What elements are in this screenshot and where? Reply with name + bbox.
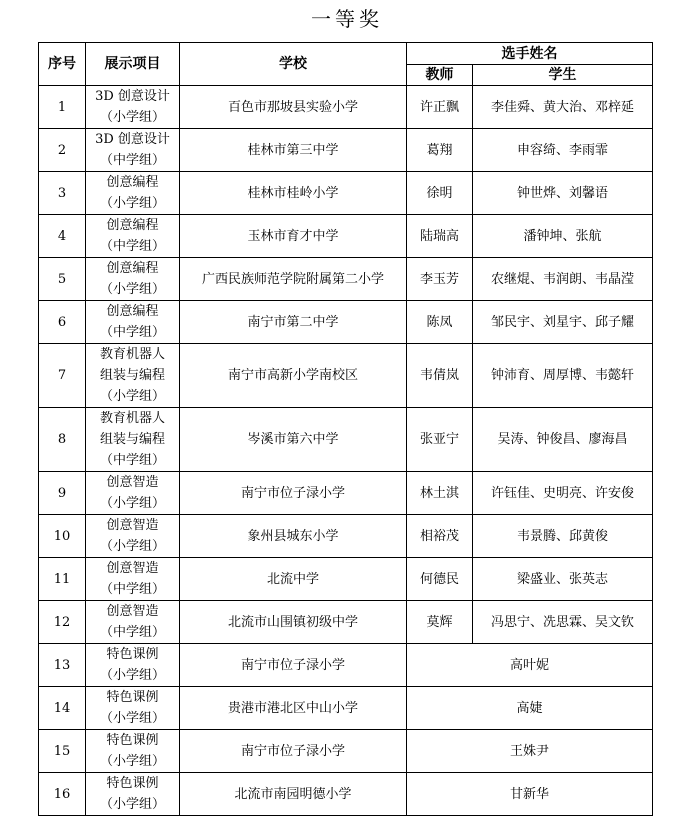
row-students: 冯思宁、冼思霖、吴文钦	[473, 601, 653, 644]
project-line: （小学组）	[99, 539, 165, 554]
row-students: 吴涛、钟俊昌、廖海昌	[473, 408, 653, 472]
row-teacher: 陈凤	[407, 301, 473, 344]
project-line: （中学组）	[99, 453, 165, 468]
row-index: 16	[39, 773, 86, 816]
row-project	[86, 773, 180, 816]
row-teacher: 徐明	[407, 172, 473, 215]
row-project	[86, 301, 180, 344]
row-teacher: 何德民	[407, 558, 473, 601]
project-line: （小学组）	[99, 282, 165, 297]
project-line: （小学组）	[99, 389, 165, 404]
project-line: 创意编程	[106, 261, 159, 276]
row-school: 南宁市位子渌小学	[180, 472, 407, 515]
header-school: 学校	[180, 43, 407, 86]
table-row	[39, 515, 653, 558]
row-students: 钟沛育、周厚博、韦懿轩	[473, 344, 653, 408]
row-project	[86, 687, 180, 730]
row-contestant: 高叶妮	[407, 644, 653, 687]
project-line: （小学组）	[99, 196, 165, 211]
row-project	[86, 129, 180, 172]
row-project	[86, 408, 180, 472]
row-teacher: 莫辉	[407, 601, 473, 644]
row-project	[86, 86, 180, 129]
table-row	[39, 86, 653, 129]
project-line: 教育机器人	[99, 347, 165, 362]
project-line: 3D 创意设计	[95, 89, 170, 104]
page-title: 一等奖	[311, 7, 383, 31]
table-row	[39, 408, 653, 472]
project-line: 特色课例	[106, 647, 159, 662]
table-row	[39, 215, 653, 258]
project-line: 3D 创意设计	[95, 132, 170, 147]
award-table	[38, 42, 653, 816]
row-project	[86, 472, 180, 515]
row-students: 梁盛业、张英志	[473, 558, 653, 601]
table-row	[39, 344, 653, 408]
row-project	[86, 258, 180, 301]
row-project	[86, 730, 180, 773]
table-row	[39, 301, 653, 344]
row-students: 许钰佳、史明亮、许安俊	[473, 472, 653, 515]
header-project: 展示项目	[86, 43, 180, 86]
header-student: 学生	[473, 65, 653, 86]
row-index: 2	[39, 129, 86, 172]
row-school: 桂林市桂岭小学	[180, 172, 407, 215]
project-line: 创意智造	[106, 604, 159, 619]
row-students: 邹民宇、刘星宇、邱子耀	[473, 301, 653, 344]
row-project	[86, 601, 180, 644]
row-contestant: 高婕	[407, 687, 653, 730]
row-teacher: 李玉芳	[407, 258, 473, 301]
header-index: 序号	[39, 43, 86, 86]
project-line: （小学组）	[99, 110, 165, 125]
table-row	[39, 601, 653, 644]
project-line: 特色课例	[106, 733, 159, 748]
row-school: 象州县城东小学	[180, 515, 407, 558]
row-index: 4	[39, 215, 86, 258]
row-index: 3	[39, 172, 86, 215]
project-line: （小学组）	[99, 496, 165, 511]
row-project	[86, 172, 180, 215]
row-index: 10	[39, 515, 86, 558]
project-line: 教育机器人	[99, 411, 165, 426]
row-teacher: 韦倩岚	[407, 344, 473, 408]
row-contestant: 王姝尹	[407, 730, 653, 773]
row-school: 南宁市位子渌小学	[180, 730, 407, 773]
table-row	[39, 472, 653, 515]
row-index: 7	[39, 344, 86, 408]
project-line: 组装与编程	[99, 368, 165, 383]
row-school: 南宁市第二中学	[180, 301, 407, 344]
row-school: 桂林市第三中学	[180, 129, 407, 172]
project-line: 创意智造	[106, 518, 159, 533]
row-school: 广西民族师范学院附属第二小学	[180, 258, 407, 301]
row-students: 钟世烨、刘馨语	[473, 172, 653, 215]
row-project	[86, 515, 180, 558]
table-row	[39, 773, 653, 816]
row-project	[86, 215, 180, 258]
row-school: 北流市南园明德小学	[180, 773, 407, 816]
row-students: 潘钟坤、张航	[473, 215, 653, 258]
table-row	[39, 558, 653, 601]
project-line: （中学组）	[99, 153, 165, 168]
row-students: 李佳舜、黄大治、邓梓延	[473, 86, 653, 129]
header-contestants: 选手姓名	[407, 43, 653, 65]
row-index: 1	[39, 86, 86, 129]
row-contestant: 甘新华	[407, 773, 653, 816]
row-school: 北流市山围镇初级中学	[180, 601, 407, 644]
table-row	[39, 258, 653, 301]
project-line: （小学组）	[99, 711, 165, 726]
project-line: （小学组）	[99, 797, 165, 812]
project-line: （中学组）	[99, 582, 165, 597]
project-line: 创意编程	[106, 218, 159, 233]
project-line: （小学组）	[99, 668, 165, 683]
project-line: 创意编程	[106, 304, 159, 319]
table-row	[39, 644, 653, 687]
row-project	[86, 344, 180, 408]
project-line: （中学组）	[99, 239, 165, 254]
row-school: 北流中学	[180, 558, 407, 601]
project-line: （中学组）	[99, 325, 165, 340]
row-teacher: 陆瑞高	[407, 215, 473, 258]
project-line: （中学组）	[99, 625, 165, 640]
project-line: 特色课例	[106, 690, 159, 705]
project-line: 组装与编程	[99, 432, 165, 447]
header-teacher: 教师	[407, 65, 473, 86]
row-teacher: 葛翔	[407, 129, 473, 172]
row-school: 百色市那坡县实验小学	[180, 86, 407, 129]
row-index: 11	[39, 558, 86, 601]
table-row	[39, 129, 653, 172]
table-row	[39, 730, 653, 773]
row-index: 6	[39, 301, 86, 344]
project-line: 创意智造	[106, 475, 159, 490]
row-school: 贵港市港北区中山小学	[180, 687, 407, 730]
table-row	[39, 687, 653, 730]
project-line: （小学组）	[99, 754, 165, 769]
row-teacher: 林土淇	[407, 472, 473, 515]
table-row	[39, 172, 653, 215]
row-index: 8	[39, 408, 86, 472]
project-line: 创意智造	[106, 561, 159, 576]
row-index: 5	[39, 258, 86, 301]
row-project	[86, 558, 180, 601]
row-school: 南宁市位子渌小学	[180, 644, 407, 687]
row-index: 14	[39, 687, 86, 730]
row-index: 9	[39, 472, 86, 515]
row-index: 15	[39, 730, 86, 773]
row-index: 13	[39, 644, 86, 687]
row-students: 农继焜、韦润朗、韦晶滢	[473, 258, 653, 301]
row-students: 申容绮、李雨霏	[473, 129, 653, 172]
row-teacher: 许正飘	[407, 86, 473, 129]
row-project	[86, 644, 180, 687]
row-index: 12	[39, 601, 86, 644]
row-students: 韦景腾、邱黄俊	[473, 515, 653, 558]
row-school: 南宁市高新小学南校区	[180, 344, 407, 408]
row-teacher: 张亚宁	[407, 408, 473, 472]
row-teacher: 相裕茂	[407, 515, 473, 558]
project-line: 创意编程	[106, 175, 159, 190]
project-line: 特色课例	[106, 776, 159, 791]
row-school: 岑溪市第六中学	[180, 408, 407, 472]
header-row	[39, 43, 653, 65]
table-body	[39, 86, 653, 816]
row-school: 玉林市育才中学	[180, 215, 407, 258]
